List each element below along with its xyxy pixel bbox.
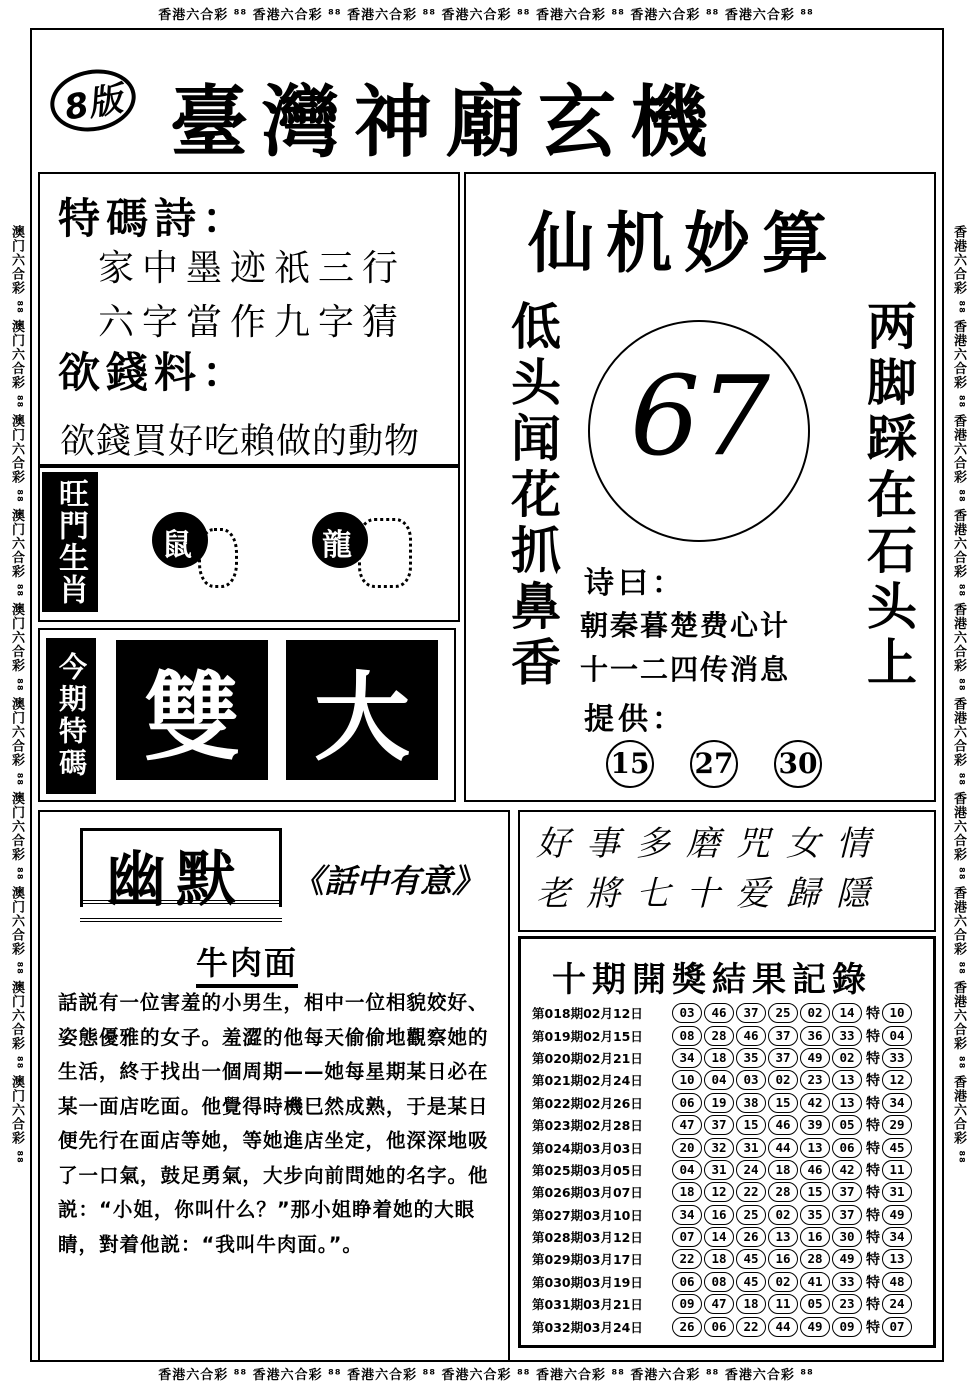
xianji-title: 仙机妙算	[528, 204, 840, 282]
record-ball: 35	[800, 1205, 830, 1225]
record-ball: 28	[768, 1182, 798, 1202]
record-period: 第031期03月21日	[532, 1297, 643, 1313]
record-ball: 06	[832, 1138, 862, 1158]
record-ball: 37	[704, 1115, 734, 1135]
xianji-poem-line-2: 十一二四传消息	[580, 653, 791, 686]
record-row	[532, 1092, 922, 1114]
edition-badge: 8版	[45, 63, 140, 138]
record-ball: 30	[832, 1227, 862, 1247]
record-special-ball: 29	[882, 1115, 912, 1135]
record-period: 第024期03月03日	[532, 1140, 643, 1156]
records-table	[532, 1002, 922, 1338]
record-ball: 44	[768, 1138, 798, 1158]
record-ball: 26	[736, 1227, 766, 1247]
record-ball: 04	[672, 1160, 702, 1180]
record-special-ball: 31	[882, 1182, 912, 1202]
record-special-label: 特	[866, 1207, 880, 1224]
record-ball: 37	[736, 1003, 766, 1023]
record-ball: 28	[800, 1249, 830, 1269]
record-ball: 42	[800, 1093, 830, 1113]
poem-line-1: 家中墨迹祇三行	[98, 248, 407, 289]
record-ball: 06	[672, 1272, 702, 1292]
record-period: 第018期02月12日	[532, 1006, 643, 1022]
record-ball: 14	[704, 1227, 734, 1247]
humor-subtitle: 《話中有意》	[292, 862, 485, 900]
record-ball: 33	[832, 1272, 862, 1292]
record-row	[532, 1271, 922, 1293]
xianji-numbers	[606, 740, 858, 788]
records-title: 十期開獎結果記錄	[552, 960, 872, 1000]
record-special-label: 特	[866, 1185, 880, 1202]
record-special-ball: 34	[882, 1093, 912, 1113]
record-ball: 28	[704, 1026, 734, 1046]
record-ball: 34	[672, 1048, 702, 1068]
record-row	[532, 1181, 922, 1203]
money-label: 欲錢料：	[58, 348, 251, 397]
record-ball: 49	[800, 1048, 830, 1068]
record-ball: 22	[736, 1182, 766, 1202]
record-ball: 46	[800, 1160, 830, 1180]
record-ball: 12	[704, 1182, 734, 1202]
record-row	[532, 1293, 922, 1315]
xianji-provide-label: 提供：	[584, 702, 686, 737]
xianji-number: 15	[606, 740, 654, 788]
record-row	[532, 1114, 922, 1136]
record-ball: 18	[704, 1249, 734, 1269]
record-period: 第025期03月05日	[532, 1162, 643, 1178]
record-special-ball: 12	[882, 1070, 912, 1090]
xianji-poem-label: 诗曰：	[584, 566, 686, 601]
record-ball: 04	[704, 1070, 734, 1090]
humor-wave	[80, 900, 282, 922]
record-ball: 18	[768, 1160, 798, 1180]
record-special-ball: 49	[882, 1205, 912, 1225]
record-row	[532, 1226, 922, 1248]
special-value-1	[116, 640, 268, 780]
record-ball: 02	[768, 1272, 798, 1292]
record-special-ball: 04	[882, 1026, 912, 1046]
top-border-strip: 香港六合彩 ⁸⁸ 香港六合彩 ⁸⁸ 香港六合彩 ⁸⁸ 香港六合彩 ⁸⁸ 香港六合彩 ⁸⁸ 香港六合彩 ⁸⁸ 香港六合彩 ⁸⁸	[158, 8, 814, 23]
record-ball: 31	[704, 1160, 734, 1180]
record-ball: 35	[736, 1048, 766, 1068]
record-row	[532, 1002, 922, 1024]
record-row	[532, 1024, 922, 1046]
xianji-circle	[588, 320, 810, 542]
record-special-ball: 34	[882, 1227, 912, 1247]
record-ball: 31	[736, 1138, 766, 1158]
record-period: 第019期02月15日	[532, 1028, 643, 1044]
record-ball: 23	[832, 1294, 862, 1314]
record-ball: 33	[832, 1026, 862, 1046]
record-ball: 47	[704, 1294, 734, 1314]
record-special-ball: 13	[882, 1249, 912, 1269]
record-special-ball: 45	[882, 1138, 912, 1158]
record-ball: 22	[672, 1249, 702, 1269]
record-special-label: 特	[866, 1230, 880, 1247]
record-ball: 41	[800, 1272, 830, 1292]
left-border-strip: 澳门六合彩 ⁸⁸ 澳门六合彩 ⁸⁸ 澳门六合彩 ⁸⁸ 澳门六合彩 ⁸⁸ 澳门六合彩 ⁸⁸ 澳门六合彩 ⁸⁸ 澳门六合彩 ⁸⁸ 澳门六合彩 ⁸⁸ 澳门六合彩 ⁸⁸ 澳门六合彩 ⁸⁸	[9, 224, 24, 1164]
record-period: 第021期02月24日	[532, 1073, 643, 1089]
record-ball: 46	[768, 1115, 798, 1135]
xianji-poem-line-1: 朝秦暮楚费心计	[580, 609, 791, 642]
record-ball: 42	[832, 1160, 862, 1180]
record-ball: 46	[704, 1003, 734, 1023]
record-ball: 25	[736, 1205, 766, 1225]
record-special-label: 特	[866, 1297, 880, 1314]
record-ball: 16	[704, 1205, 734, 1225]
record-special-ball: 33	[882, 1048, 912, 1068]
poem-label: 特碼詩：	[58, 194, 251, 243]
xianji-right-column: 两脚踩在石头上	[859, 300, 918, 692]
record-ball: 45	[736, 1272, 766, 1292]
zodiac-animal-2-text: 龍	[322, 528, 352, 563]
special-label-text: 今期特碼	[55, 652, 88, 780]
record-ball: 09	[672, 1294, 702, 1314]
record-row	[532, 1159, 922, 1181]
record-special-label: 特	[866, 1319, 880, 1336]
record-special-ball: 24	[882, 1294, 912, 1314]
record-special-ball: 48	[882, 1272, 912, 1292]
xianji-circle-text: 67	[630, 352, 770, 480]
xianji-left-column: 低头闻花抓鼻香	[503, 300, 562, 692]
record-special-label: 特	[866, 1095, 880, 1112]
record-ball: 08	[704, 1272, 734, 1292]
record-ball: 03	[736, 1070, 766, 1090]
humor-title: 幽默	[106, 845, 246, 915]
record-ball: 05	[800, 1294, 830, 1314]
record-ball: 32	[704, 1138, 734, 1158]
record-ball: 26	[672, 1317, 702, 1337]
record-ball: 15	[736, 1115, 766, 1135]
special-value-2	[286, 640, 438, 780]
record-ball: 05	[832, 1115, 862, 1135]
record-period: 第023期02月28日	[532, 1118, 643, 1134]
zodiac-animal-1-text: 鼠	[162, 528, 192, 563]
record-ball: 37	[832, 1205, 862, 1225]
record-period: 第022期02月26日	[532, 1095, 643, 1111]
money-text: 欲錢買好吃賴做的動物	[60, 422, 421, 462]
record-ball: 18	[704, 1048, 734, 1068]
record-ball: 14	[832, 1003, 862, 1023]
record-period: 第030期03月19日	[532, 1274, 643, 1290]
record-ball: 37	[832, 1182, 862, 1202]
record-ball: 03	[672, 1003, 702, 1023]
zodiac-label	[42, 472, 98, 612]
record-special-label: 特	[866, 1050, 880, 1067]
story-title: 牛肉面	[196, 938, 298, 988]
record-ball: 06	[704, 1317, 734, 1337]
record-special-ball: 07	[882, 1317, 912, 1337]
record-ball: 44	[768, 1317, 798, 1337]
record-ball: 45	[736, 1249, 766, 1269]
special-label	[46, 638, 96, 794]
record-period: 第027期03月10日	[532, 1207, 643, 1223]
record-ball: 16	[800, 1227, 830, 1247]
record-ball: 39	[800, 1115, 830, 1135]
record-ball: 02	[800, 1003, 830, 1023]
record-ball: 16	[768, 1249, 798, 1269]
record-ball: 15	[768, 1093, 798, 1113]
record-special-label: 特	[866, 1274, 880, 1291]
record-ball: 07	[672, 1227, 702, 1247]
poem-line-2: 六字當作九字猜	[98, 302, 407, 343]
record-ball: 49	[832, 1249, 862, 1269]
record-ball: 24	[736, 1160, 766, 1180]
record-ball: 25	[768, 1003, 798, 1023]
record-ball: 23	[800, 1070, 830, 1090]
bottom-border-strip: 香港六合彩 ⁸⁸ 香港六合彩 ⁸⁸ 香港六合彩 ⁸⁸ 香港六合彩 ⁸⁸ 香港六合彩 ⁸⁸ 香港六合彩 ⁸⁸ 香港六合彩 ⁸⁸	[158, 1368, 814, 1383]
record-ball: 38	[736, 1093, 766, 1113]
record-ball: 13	[800, 1138, 830, 1158]
record-ball: 10	[672, 1070, 702, 1090]
record-ball: 36	[800, 1026, 830, 1046]
xianji-number: 27	[690, 740, 738, 788]
record-ball: 47	[672, 1115, 702, 1135]
special-value-1-text: 雙	[144, 661, 240, 774]
record-row	[532, 1047, 922, 1069]
record-ball: 08	[672, 1026, 702, 1046]
record-period: 第020期02月21日	[532, 1050, 643, 1066]
record-special-label: 特	[866, 1028, 880, 1045]
record-row	[532, 1248, 922, 1270]
record-row	[532, 1315, 922, 1337]
zodiac-label-text: 旺門生肖	[53, 478, 88, 606]
zodiac-animal-2	[312, 508, 408, 588]
record-ball: 20	[672, 1138, 702, 1158]
special-value-2-text: 大	[314, 661, 410, 774]
record-period: 第029期03月17日	[532, 1252, 643, 1268]
record-ball: 49	[800, 1317, 830, 1337]
record-row	[532, 1069, 922, 1091]
record-ball: 02	[832, 1048, 862, 1068]
record-ball: 06	[672, 1093, 702, 1113]
record-special-label: 特	[866, 1006, 880, 1023]
record-ball: 46	[736, 1026, 766, 1046]
record-ball: 13	[832, 1070, 862, 1090]
proverb-line-1: 好事多磨咒女情	[536, 824, 886, 864]
record-special-label: 特	[866, 1252, 880, 1269]
record-special-label: 特	[866, 1118, 880, 1135]
record-ball: 09	[832, 1317, 862, 1337]
record-ball: 18	[672, 1182, 702, 1202]
record-ball: 13	[768, 1227, 798, 1247]
record-special-label: 特	[866, 1140, 880, 1157]
record-ball: 15	[800, 1182, 830, 1202]
xianji-number: 30	[774, 740, 822, 788]
record-period: 第026期03月07日	[532, 1185, 643, 1201]
header	[40, 40, 930, 170]
right-border-strip: 香港六合彩 ⁸⁸ 香港六合彩 ⁸⁸ 香港六合彩 ⁸⁸ 香港六合彩 ⁸⁸ 香港六合彩 ⁸⁸ 香港六合彩 ⁸⁸ 香港六合彩 ⁸⁸ 香港六合彩 ⁸⁸ 香港六合彩 ⁸⁸ 香港六合彩 ⁸⁸	[951, 224, 966, 1164]
record-ball: 37	[768, 1026, 798, 1046]
page-title: 臺灣神廟玄機	[170, 77, 723, 168]
record-ball: 13	[832, 1093, 862, 1113]
record-ball: 34	[672, 1205, 702, 1225]
record-period: 第028期03月12日	[532, 1230, 643, 1246]
record-ball: 11	[768, 1294, 798, 1314]
record-row	[532, 1204, 922, 1226]
record-ball: 19	[704, 1093, 734, 1113]
record-ball: 18	[736, 1294, 766, 1314]
record-special-label: 特	[866, 1162, 880, 1179]
record-ball: 02	[768, 1070, 798, 1090]
proverb-line-2: 老將七十爱歸隱	[536, 874, 886, 914]
zodiac-animal-1	[152, 508, 232, 588]
record-ball: 02	[768, 1205, 798, 1225]
record-special-ball: 11	[882, 1160, 912, 1180]
record-row	[532, 1136, 922, 1158]
record-special-label: 特	[866, 1073, 880, 1090]
record-ball: 22	[736, 1317, 766, 1337]
record-ball: 37	[768, 1048, 798, 1068]
story-text: 話説有一位害羞的小男生，相中一位相貌姣好、姿態優雅的女子。羞澀的他每天偷偷地觀察她的生活，終于找出一個周期——她每星期某日必在某一面店吃面。他覺得時機巳然成熟，于是某日便先行在面店等她，等她進店坐定，他深深地吸了一口氣，鼓足勇氣，大步向前問她的名字。他説：“小姐，你叫什么？”那小姐睁着她的大眼睛，對着他説：“我叫牛肉面。”。	[58, 991, 489, 1256]
record-period: 第032期03月24日	[532, 1319, 643, 1335]
record-special-ball: 10	[882, 1003, 912, 1023]
